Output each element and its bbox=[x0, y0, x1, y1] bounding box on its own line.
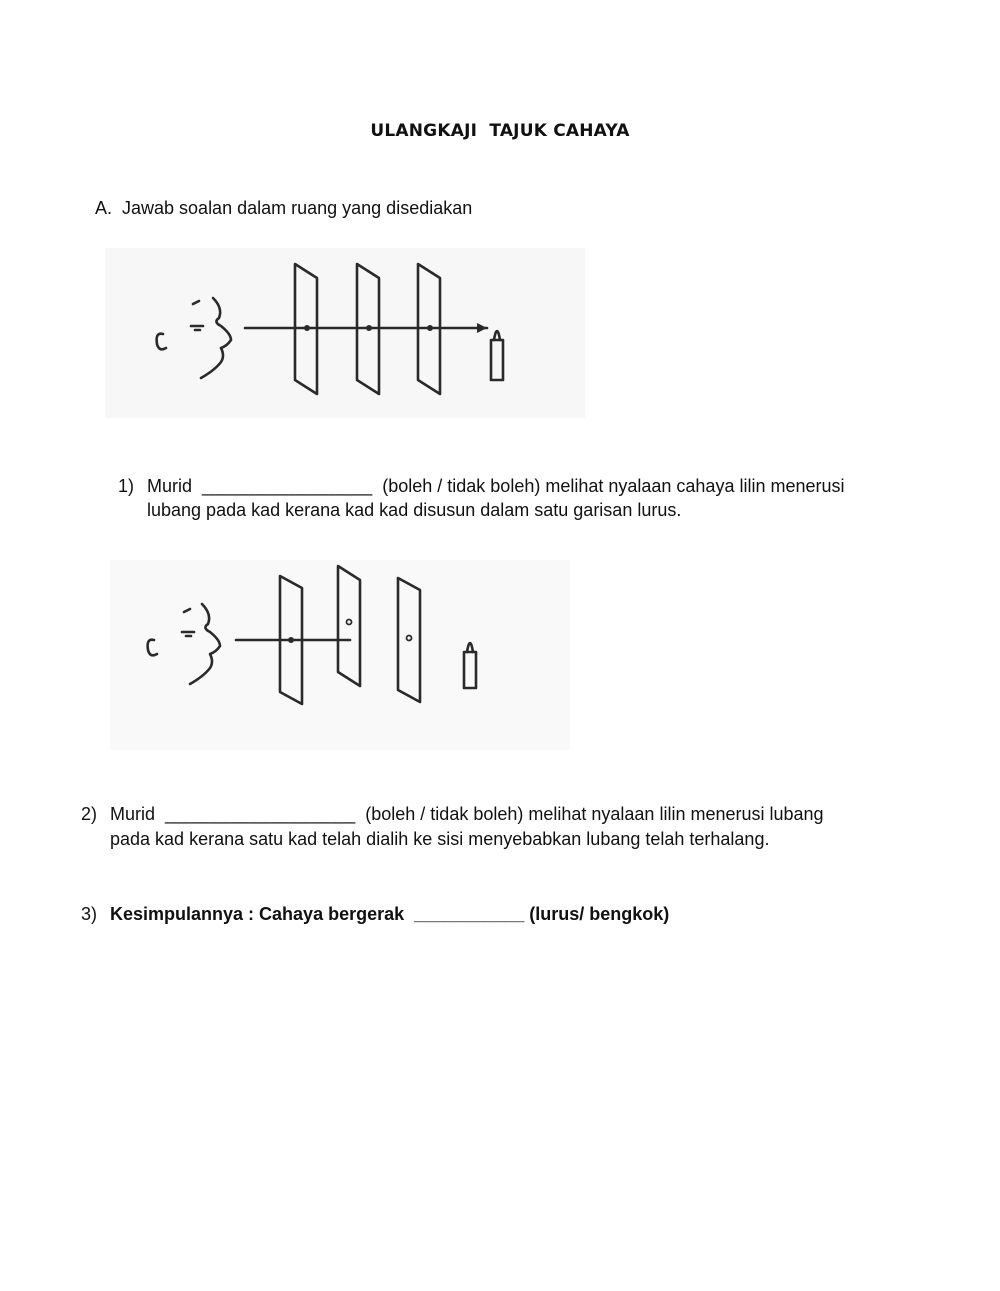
card-shifted-diagram bbox=[110, 560, 570, 750]
conclusion-text: Kesimpulannya : Cahaya bergerak bbox=[110, 904, 405, 924]
question-prefix: Murid bbox=[147, 476, 193, 496]
question-3-line bbox=[110, 902, 669, 926]
question-number: 2) bbox=[81, 804, 98, 824]
answer-blank-3[interactable]: ___________ bbox=[414, 904, 525, 924]
question-number: 3) bbox=[81, 904, 98, 924]
question-options: (lurus/ bengkok) bbox=[529, 904, 670, 924]
card-1-hole bbox=[304, 325, 310, 331]
answer-blank-2[interactable]: ___________________ bbox=[165, 804, 356, 824]
figure-background bbox=[110, 560, 570, 750]
question-number: 1) bbox=[118, 476, 135, 496]
worksheet-title: ULANGKAJI TAJUK CAHAYA bbox=[370, 121, 630, 141]
card-3-hole bbox=[427, 325, 433, 331]
question-options: (boleh / tidak boleh) melihat nyalaan cahaya lilin menerusi bbox=[382, 476, 845, 496]
question-2-line-1 bbox=[110, 802, 824, 826]
figure-background bbox=[105, 248, 585, 418]
cards-aligned-diagram bbox=[105, 248, 585, 418]
question-1-line-2: lubang pada kad kerana kad kad disusun dalam satu garisan lurus. bbox=[147, 500, 682, 520]
section-instruction: A. Jawab soalan dalam ruang yang disediakan bbox=[95, 198, 473, 218]
card-1-hole bbox=[288, 637, 294, 643]
question-prefix: Murid bbox=[110, 804, 156, 824]
answer-blank-1[interactable]: _________________ bbox=[202, 476, 373, 496]
card-2-hole bbox=[366, 325, 372, 331]
question-2-line-2: pada kad kerana satu kad telah dialih ke sisi menyebabkan lubang telah terhalang. bbox=[110, 829, 770, 849]
question-options: (boleh / tidak boleh) melihat nyalaan lilin menerusi lubang bbox=[365, 804, 824, 824]
question-1-line-1 bbox=[147, 474, 845, 498]
